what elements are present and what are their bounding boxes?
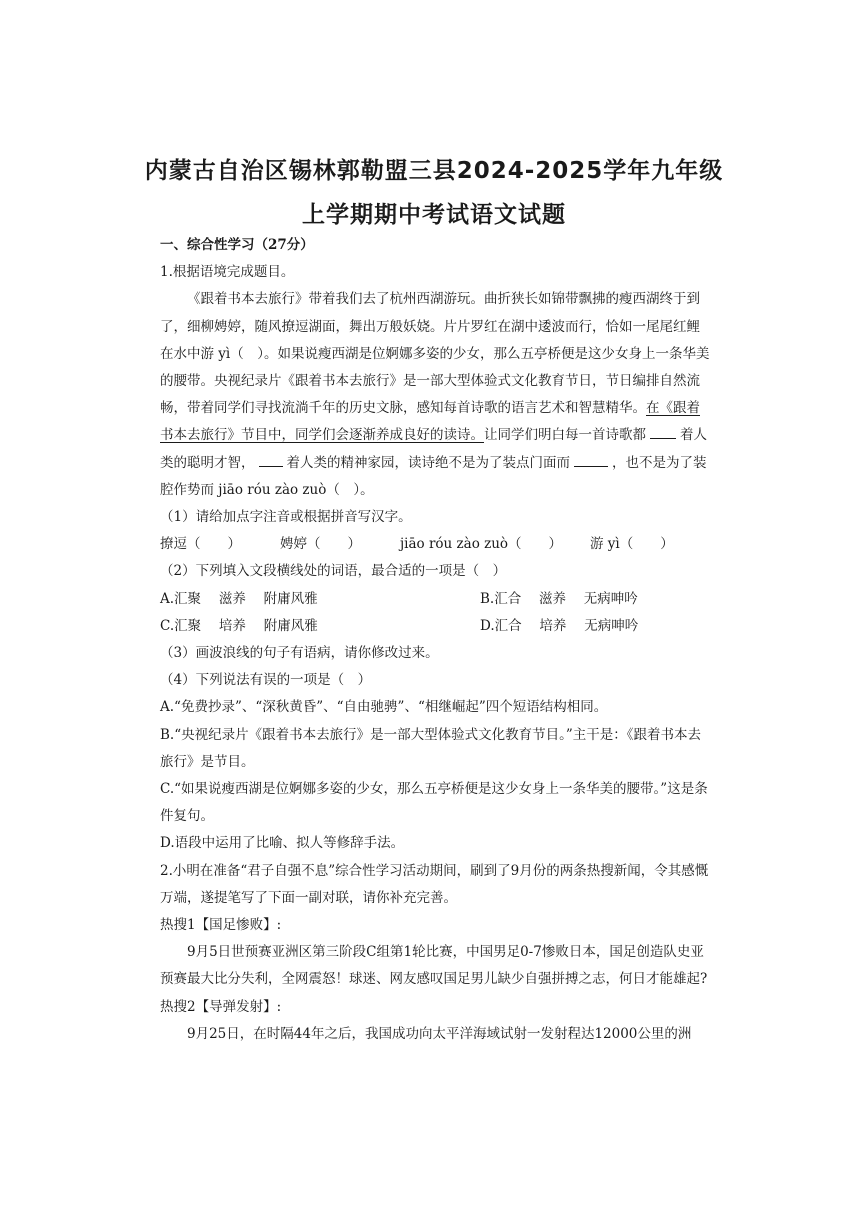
item-youyi: 游 yì（ ） [590,536,674,553]
section-heading: 一、综合性学习（27分） [160,237,314,253]
hot-search-2-text: 9月25日，在时隔44年之后，我国成功向太平洋海域试射一发射程达12000公里的洲 [187,1025,692,1042]
hot-search-1-text: 9月5日世预赛亚洲区第三阶段C组第1轮比赛，中国男足0-7惨败日本，国足创造队史亚预赛最大比分失利，全网震怒！球迷、网友感叹国足男儿缺少自强拼搏之志，何日才能雄起? [160,944,708,988]
item-pingting: 娉婷（ ） [280,536,361,553]
title-line-1: 内蒙古自治区锡林郭勒盟三县2024-2025学年九年级 [144,158,724,184]
fill-blank-3 [574,452,608,467]
statement-b: B.“央视纪录片《跟着书本去旅行》是一部大型体验式文化教育节目。”主干是：《跟着书本去旅行》是节目。 [160,726,702,770]
sub-question-1: （1）请给加点字注音或根据拼音写汉字。 [160,509,412,526]
exam-content [160,232,710,1048]
option-b: B.汇合 滋养 无病呻吟 [480,590,638,607]
fill-blank-1 [650,424,676,439]
hot-search-2-label: 热搜2【导弹发射】: [160,998,282,1015]
passage-part-d: 着人类的精神家园，读诗绝不是为了装点门面而 [286,454,570,471]
item-liaodou: 撩逗（ ） [160,536,241,553]
title-line-2: 上学期期中考试语文试题 [302,202,566,228]
sub-question-1-items [160,531,710,558]
option-a: A.汇聚 滋养 附庸风雅 [160,590,318,607]
question-2-stem: 2.小明在准备“君子自强不息”综合性学习活动期间，刷到了9月份的两条热搜新闻，令其感慨万端，遂提笔写了下面一副对联，请你补充完善。 [160,862,709,906]
passage-part-b: 让同学们明白每一首诗歌都 [484,427,646,444]
sub-question-2: （2）下列填入文段横线处的词语，最合适的一项是（ ） [160,563,507,580]
wavy-underlined-sentence: 在《跟着书本去旅行》节目中，同学们会逐渐养成良好的读诗。 [160,400,700,444]
item-jiaorouzaozuo: jiāo róu zào zuò（ ） [400,536,563,553]
fill-blank-2 [259,452,283,467]
passage-part-a: 《跟着书本去旅行》带着我们去了杭州西湖游玩。曲折狭长如锦带飘拂的瘦西湖终于到了，细柳娉婷，随风撩逗湖面，舞出万般妖娆。片片罗红在湖中逶波而行，恰如一尾尾红鲤在水中游 yì（ ）。如果说瘦西湖是位婀娜多姿的少女，那么五亭桥便是这少女身上一条华美的腰带。央视纪录片《跟着书本去旅行》是一部大型体验式文化教育节日，节日编排自然流畅，带着同学们寻找流淌千年的历史文脉，感知每首诗歌的语言艺术和智慧精华。 [160,291,710,417]
sub-question-3: （3）画波浪线的句子有语病，请你修改过来。 [160,645,439,662]
option-c: C.汇聚 培养 附庸风雅 [160,617,318,634]
sub-question-4: （4）下列说法有误的一项是（ ） [160,672,372,689]
statement-c: C.“如果说瘦西湖是位婀娜多姿的少女，那么五亭桥便是这少女身上一条华美的腰带。”这是条件复句。 [160,781,708,825]
hot-search-1-label: 热搜1【国足惨败】: [160,917,282,934]
options-row-2 [160,613,710,640]
statement-a: A.“免费抄录”、“深秋黄昏”、“自由驰骋”、“相继崛起”四个短语结构相同。 [160,699,608,716]
passage-part-c: 着人类的聪明才智， [160,427,707,471]
option-d: D.汇合 培养 无病呻吟 [480,617,639,634]
passage-part-e: ，也不是为了装腔作势而 jiāo róu zào zuò（ ）。 [160,454,707,498]
question-1-stem: 1.根据语境完成题目。 [160,264,295,281]
statement-d: D.语段中运用了比喻、拟人等修辞手法。 [160,835,405,852]
question-1-passage [160,286,710,504]
options-row-1 [160,586,710,613]
